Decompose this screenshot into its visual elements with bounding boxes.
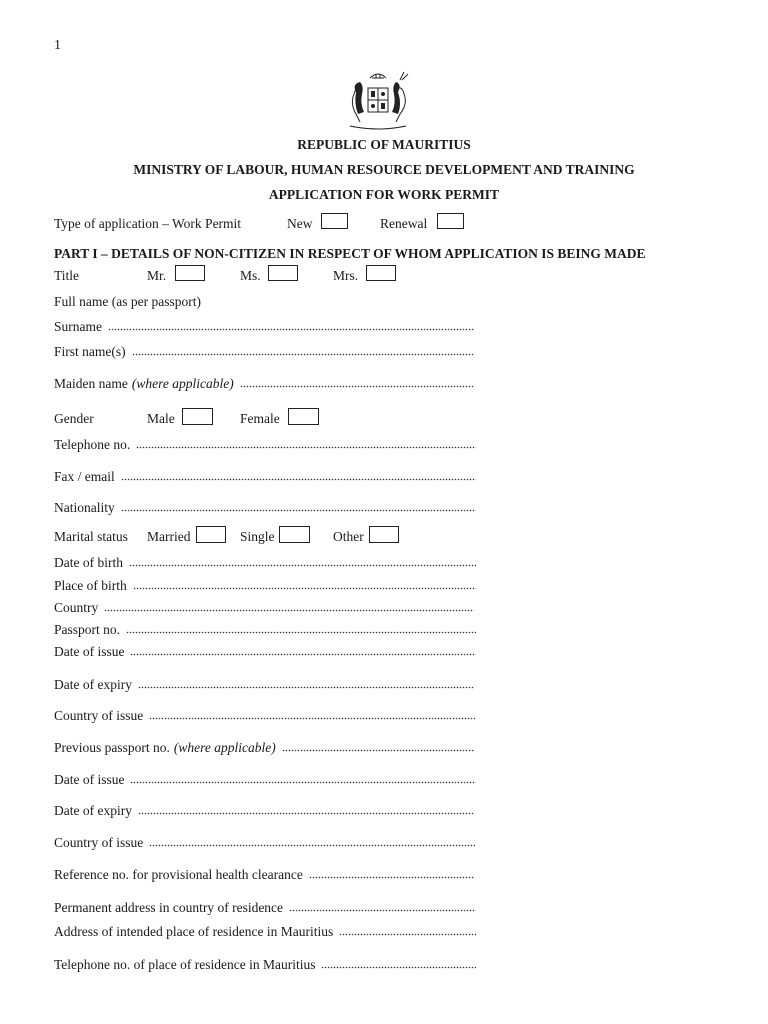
- previous-passport-label: Previous passport no.: [54, 740, 170, 755]
- married-label: Married: [147, 529, 191, 544]
- date-of-issue-dotted-line: [130, 646, 476, 656]
- mrs-label: Mrs.: [333, 268, 359, 283]
- date-of-expiry-field[interactable]: [54, 677, 474, 695]
- mr-checkbox[interactable]: [175, 265, 205, 281]
- permanent-address-field[interactable]: [54, 900, 476, 918]
- previous-date-of-expiry-field[interactable]: [54, 803, 474, 821]
- coat-of-arms-emblem: [336, 70, 420, 134]
- previous-date-of-issue-label: Date of issue: [54, 772, 125, 787]
- previous-date-of-issue-dotted-line: [130, 774, 476, 784]
- previous-date-of-issue-field[interactable]: [54, 772, 476, 790]
- passport-no-field[interactable]: [54, 622, 476, 640]
- health-clearance-label: Reference no. for provisional health clearance: [54, 867, 303, 882]
- form-title: APPLICATION FOR WORK PERMIT: [268, 187, 500, 202]
- maiden-name-dotted-line: [240, 378, 474, 388]
- residence-telephone-dotted-line: [321, 959, 476, 969]
- date-of-issue-label: Date of issue: [54, 644, 125, 659]
- first-names-dotted-line: [132, 346, 474, 356]
- country-field[interactable]: [54, 600, 474, 618]
- married-checkbox[interactable]: [196, 526, 226, 543]
- telephone-label: Telephone no.: [54, 437, 131, 452]
- male-label: Male: [147, 411, 175, 426]
- place-of-birth-field[interactable]: [54, 578, 476, 596]
- country-dotted-line: [104, 602, 474, 612]
- country-of-issue-dotted-line: [149, 710, 475, 720]
- country-label: Country: [54, 600, 99, 615]
- fax-email-label: Fax / email: [54, 469, 115, 484]
- single-checkbox[interactable]: [279, 526, 310, 543]
- previous-date-of-expiry-label: Date of expiry: [54, 803, 132, 818]
- country-of-issue-label: Country of issue: [54, 708, 144, 723]
- previous-country-of-issue-field[interactable]: [54, 835, 475, 853]
- country-of-issue-field[interactable]: [54, 708, 475, 726]
- gender-label: Gender: [54, 411, 94, 426]
- previous-passport-note: (where applicable): [173, 740, 276, 755]
- maiden-name-label: Maiden name: [54, 376, 128, 391]
- telephone-field[interactable]: [54, 437, 476, 455]
- other-checkbox[interactable]: [369, 526, 399, 543]
- date-of-birth-label: Date of birth: [54, 555, 123, 570]
- passport-no-label: Passport no.: [54, 622, 121, 637]
- previous-passport-dotted-line: [282, 742, 475, 752]
- health-clearance-dotted-line: [309, 869, 475, 879]
- residence-telephone-field[interactable]: [54, 957, 476, 975]
- first-names-label: First name(s): [54, 344, 126, 359]
- single-label: Single: [240, 529, 275, 544]
- page-number: 1: [54, 38, 61, 53]
- application-type-label: Type of application – Work Permit: [54, 216, 242, 231]
- intended-address-field[interactable]: [54, 924, 476, 942]
- ms-checkbox[interactable]: [268, 265, 298, 281]
- surname-field[interactable]: [54, 319, 474, 337]
- surname-dotted-line: [108, 321, 474, 331]
- date-of-birth-field[interactable]: [54, 555, 476, 573]
- republic-heading: REPUBLIC OF MAURITIUS: [297, 137, 471, 152]
- permanent-address-dotted-line: [289, 902, 476, 912]
- previous-passport-field[interactable]: [54, 740, 475, 758]
- maiden-name-note: (where applicable): [131, 376, 234, 391]
- telephone-dotted-line: [136, 439, 476, 449]
- date-of-expiry-label: Date of expiry: [54, 677, 132, 692]
- part-one-title: PART I – DETAILS OF NON-CITIZEN IN RESPECT OF WHOM APPLICATION IS BEING MADE: [54, 246, 646, 261]
- title-label: Title: [54, 268, 80, 283]
- ms-label: Ms.: [240, 268, 261, 283]
- date-of-birth-dotted-line: [129, 557, 476, 567]
- maiden-name-field[interactable]: [54, 376, 474, 394]
- place-of-birth-dotted-line: [133, 580, 476, 590]
- surname-label: Surname: [54, 319, 102, 334]
- mrs-checkbox[interactable]: [366, 265, 396, 281]
- residence-telephone-label: Telephone no. of place of residence in Mauritius: [54, 957, 316, 972]
- renewal-application-checkbox[interactable]: [437, 213, 464, 229]
- new-application-checkbox[interactable]: [321, 213, 348, 229]
- passport-no-dotted-line: [126, 624, 476, 634]
- fax-email-dotted-line: [121, 471, 476, 481]
- other-label: Other: [333, 529, 364, 544]
- female-label: Female: [240, 411, 280, 426]
- nationality-dotted-line: [121, 502, 476, 512]
- date-of-issue-field[interactable]: [54, 644, 476, 662]
- first-names-field[interactable]: [54, 344, 474, 362]
- female-checkbox[interactable]: [288, 408, 319, 425]
- mr-label: Mr.: [147, 268, 167, 283]
- nationality-field[interactable]: [54, 500, 476, 518]
- marital-status-label: Marital status: [54, 529, 128, 544]
- fax-email-field[interactable]: [54, 469, 476, 487]
- previous-date-of-expiry-dotted-line: [138, 805, 474, 815]
- previous-country-of-issue-dotted-line: [149, 837, 475, 847]
- renewal-label: Renewal: [380, 216, 428, 231]
- male-checkbox[interactable]: [182, 408, 213, 425]
- new-label: New: [287, 216, 313, 231]
- full-name-heading: Full name (as per passport): [54, 294, 201, 309]
- health-clearance-field[interactable]: [54, 867, 475, 885]
- intended-address-label: Address of intended place of residence in Mauritius: [54, 924, 334, 939]
- previous-country-of-issue-label: Country of issue: [54, 835, 144, 850]
- date-of-expiry-dotted-line: [138, 679, 474, 689]
- intended-address-dotted-line: [339, 926, 476, 936]
- permanent-address-label: Permanent address in country of residence: [54, 900, 284, 915]
- ministry-heading: MINISTRY OF LABOUR, HUMAN RESOURCE DEVELOPMENT AND TRAINING: [133, 162, 635, 177]
- nationality-label: Nationality: [54, 500, 115, 515]
- place-of-birth-label: Place of birth: [54, 578, 127, 593]
